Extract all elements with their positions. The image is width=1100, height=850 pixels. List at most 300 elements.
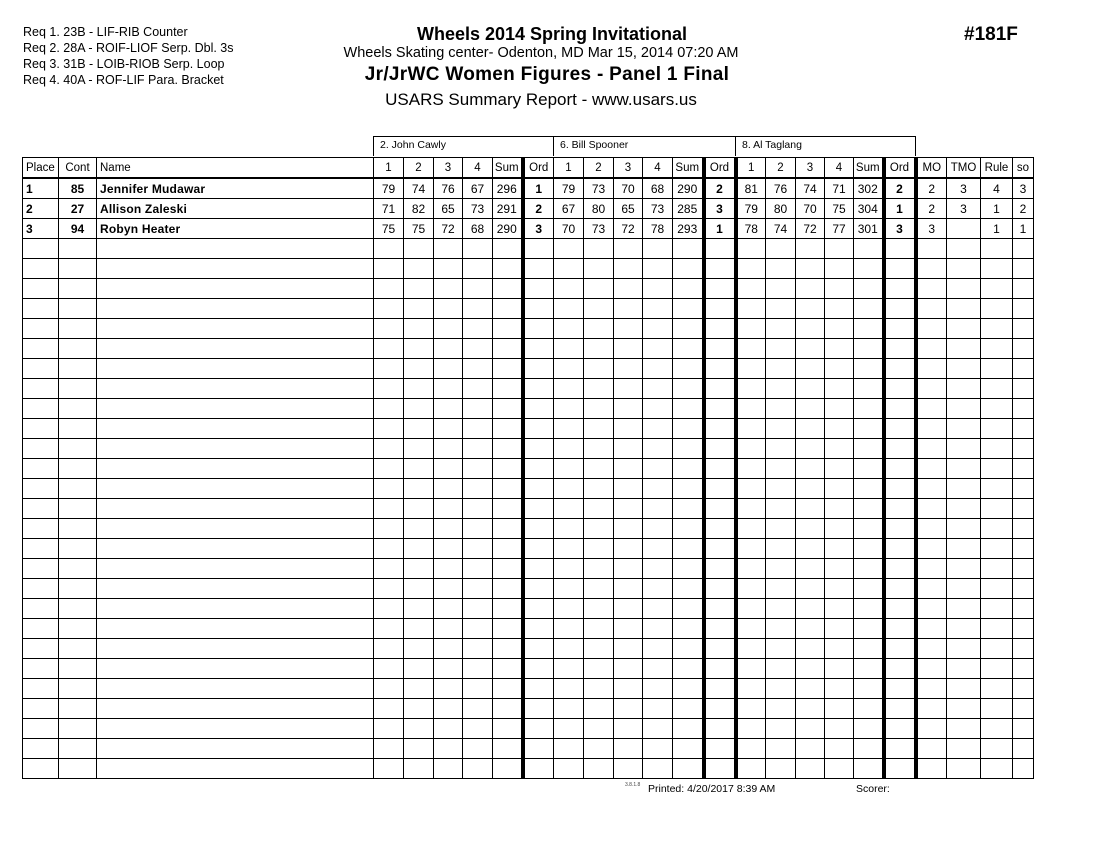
empty-cell xyxy=(523,679,554,699)
empty-cell xyxy=(916,399,947,419)
mo-cell: 2 xyxy=(916,178,947,199)
empty-cell xyxy=(916,319,947,339)
empty-cell xyxy=(97,279,374,299)
score-2-cell: 76 xyxy=(766,178,796,199)
empty-cell xyxy=(584,399,614,419)
score-4-cell: 67 xyxy=(463,178,493,199)
empty-cell xyxy=(796,279,825,299)
empty-cell xyxy=(614,579,643,599)
empty-cell xyxy=(825,319,854,339)
empty-cell xyxy=(584,659,614,679)
score-4-cell: 68 xyxy=(643,178,673,199)
empty-cell xyxy=(884,339,916,359)
empty-cell xyxy=(493,699,523,719)
table-row xyxy=(23,178,1034,199)
tmo-cell: 3 xyxy=(947,199,981,219)
empty-cell xyxy=(493,479,523,499)
empty-cell xyxy=(947,559,981,579)
empty-cell xyxy=(97,559,374,579)
col-mo: MO xyxy=(916,158,947,179)
empty-cell xyxy=(554,599,584,619)
empty-cell xyxy=(916,679,947,699)
empty-cell xyxy=(23,339,59,359)
empty-cell xyxy=(493,399,523,419)
empty-cell xyxy=(584,679,614,699)
empty-cell xyxy=(374,559,404,579)
sum-cell: 290 xyxy=(673,178,704,199)
empty-cell xyxy=(614,619,643,639)
empty-cell xyxy=(463,239,493,259)
empty-cell xyxy=(884,319,916,339)
empty-cell xyxy=(736,499,766,519)
score-2-cell: 80 xyxy=(584,199,614,219)
empty-cell xyxy=(884,239,916,259)
empty-cell xyxy=(916,539,947,559)
empty-cell xyxy=(766,559,796,579)
empty-row xyxy=(23,299,1034,319)
empty-cell xyxy=(736,459,766,479)
col-j1-1: 1 xyxy=(374,158,404,179)
empty-cell xyxy=(493,359,523,379)
empty-cell xyxy=(916,759,947,779)
empty-cell xyxy=(463,539,493,559)
empty-cell xyxy=(736,659,766,679)
empty-cell xyxy=(854,299,884,319)
empty-cell xyxy=(374,259,404,279)
place-cell: 2 xyxy=(23,199,59,219)
empty-cell xyxy=(404,439,434,459)
empty-cell xyxy=(947,459,981,479)
empty-cell xyxy=(404,539,434,559)
empty-cell xyxy=(97,359,374,379)
empty-cell xyxy=(463,279,493,299)
empty-cell xyxy=(554,499,584,519)
empty-cell xyxy=(766,419,796,439)
empty-cell xyxy=(554,519,584,539)
empty-cell xyxy=(434,479,463,499)
requirement-2: Req 2. 28A - ROIF-LIOF Serp. Dbl. 3s xyxy=(23,41,234,55)
empty-cell xyxy=(463,499,493,519)
empty-cell xyxy=(404,279,434,299)
cont-cell: 85 xyxy=(59,178,97,199)
empty-cell xyxy=(614,299,643,319)
empty-cell xyxy=(23,659,59,679)
empty-cell xyxy=(59,459,97,479)
empty-cell xyxy=(736,319,766,339)
score-1-cell: 79 xyxy=(736,199,766,219)
empty-cell xyxy=(434,439,463,459)
empty-cell xyxy=(766,759,796,779)
empty-cell xyxy=(523,619,554,639)
empty-cell xyxy=(766,519,796,539)
empty-cell xyxy=(981,679,1013,699)
empty-cell xyxy=(736,599,766,619)
empty-cell xyxy=(947,439,981,459)
empty-cell xyxy=(825,539,854,559)
empty-cell xyxy=(796,579,825,599)
empty-cell xyxy=(643,719,673,739)
empty-cell xyxy=(854,339,884,359)
ord-cell: 1 xyxy=(704,219,736,239)
empty-row xyxy=(23,419,1034,439)
empty-cell xyxy=(704,759,736,779)
empty-cell xyxy=(523,439,554,459)
cont-cell: 94 xyxy=(59,219,97,239)
empty-cell xyxy=(374,479,404,499)
empty-cell xyxy=(916,739,947,759)
empty-cell xyxy=(404,259,434,279)
empty-row xyxy=(23,619,1034,639)
empty-cell xyxy=(434,339,463,359)
empty-cell xyxy=(59,399,97,419)
empty-cell xyxy=(23,239,59,259)
rule-cell: 1 xyxy=(981,199,1013,219)
empty-cell xyxy=(493,639,523,659)
empty-cell xyxy=(404,479,434,499)
ord-cell: 3 xyxy=(704,199,736,219)
empty-cell xyxy=(463,699,493,719)
empty-cell xyxy=(374,619,404,639)
empty-cell xyxy=(523,299,554,319)
empty-cell xyxy=(23,499,59,519)
mo-cell: 2 xyxy=(916,199,947,219)
empty-cell xyxy=(643,339,673,359)
empty-cell xyxy=(97,579,374,599)
empty-cell xyxy=(673,439,704,459)
empty-cell xyxy=(854,499,884,519)
empty-cell xyxy=(947,339,981,359)
empty-cell xyxy=(884,639,916,659)
empty-cell xyxy=(825,679,854,699)
empty-row xyxy=(23,439,1034,459)
empty-cell xyxy=(1013,499,1034,519)
tmo-cell xyxy=(947,219,981,239)
empty-cell xyxy=(884,759,916,779)
empty-cell xyxy=(523,719,554,739)
empty-cell xyxy=(434,579,463,599)
empty-cell xyxy=(434,499,463,519)
report-subtitle: USARS Summary Report - www.usars.us xyxy=(385,90,697,109)
empty-cell xyxy=(736,679,766,699)
empty-cell xyxy=(736,539,766,559)
col-j2-3: 3 xyxy=(614,158,643,179)
requirement-4: Req 4. 40A - ROF-LIF Para. Bracket xyxy=(23,73,224,87)
place-cell: 3 xyxy=(23,219,59,239)
rule-cell: 4 xyxy=(981,178,1013,199)
empty-cell xyxy=(584,519,614,539)
name-cell: Allison Zaleski xyxy=(97,199,374,219)
empty-cell xyxy=(736,639,766,659)
score-1-cell: 67 xyxy=(554,199,584,219)
empty-cell xyxy=(825,579,854,599)
empty-cell xyxy=(884,699,916,719)
empty-cell xyxy=(1013,639,1034,659)
empty-cell xyxy=(884,679,916,699)
empty-cell xyxy=(916,599,947,619)
empty-cell xyxy=(643,319,673,339)
empty-cell xyxy=(981,479,1013,499)
empty-cell xyxy=(493,439,523,459)
empty-cell xyxy=(523,279,554,299)
empty-cell xyxy=(704,259,736,279)
empty-cell xyxy=(97,439,374,459)
empty-cell xyxy=(947,699,981,719)
empty-cell xyxy=(825,439,854,459)
empty-cell xyxy=(643,499,673,519)
empty-cell xyxy=(614,559,643,579)
empty-cell xyxy=(981,359,1013,379)
col-j1-3: 3 xyxy=(434,158,463,179)
empty-cell xyxy=(374,359,404,379)
empty-cell xyxy=(947,239,981,259)
empty-cell xyxy=(554,579,584,599)
empty-cell xyxy=(97,719,374,739)
empty-cell xyxy=(704,299,736,319)
empty-cell xyxy=(854,579,884,599)
empty-cell xyxy=(673,319,704,339)
empty-cell xyxy=(59,599,97,619)
empty-row xyxy=(23,699,1034,719)
empty-cell xyxy=(404,379,434,399)
empty-cell xyxy=(981,599,1013,619)
empty-cell xyxy=(584,699,614,719)
so-cell: 2 xyxy=(1013,199,1034,219)
empty-cell xyxy=(854,379,884,399)
score-3-cell: 72 xyxy=(614,219,643,239)
empty-cell xyxy=(884,599,916,619)
empty-cell xyxy=(434,739,463,759)
col-j1-ord: Ord xyxy=(523,158,554,179)
empty-cell xyxy=(614,259,643,279)
col-j1-2: 2 xyxy=(404,158,434,179)
empty-cell xyxy=(584,639,614,659)
empty-cell xyxy=(766,359,796,379)
empty-cell xyxy=(97,479,374,499)
empty-cell xyxy=(947,499,981,519)
empty-cell xyxy=(493,239,523,259)
empty-cell xyxy=(59,679,97,699)
col-j3-sum: Sum xyxy=(854,158,884,179)
empty-cell xyxy=(981,439,1013,459)
empty-cell xyxy=(766,399,796,419)
empty-cell xyxy=(643,679,673,699)
empty-cell xyxy=(374,719,404,739)
empty-cell xyxy=(584,459,614,479)
sum-cell: 293 xyxy=(673,219,704,239)
empty-cell xyxy=(825,359,854,379)
empty-cell xyxy=(434,419,463,439)
empty-cell xyxy=(59,499,97,519)
empty-cell xyxy=(981,499,1013,519)
empty-cell xyxy=(916,419,947,439)
empty-cell xyxy=(374,519,404,539)
empty-cell xyxy=(796,639,825,659)
empty-cell xyxy=(947,479,981,499)
empty-cell xyxy=(766,499,796,519)
empty-cell xyxy=(614,319,643,339)
empty-cell xyxy=(374,639,404,659)
empty-cell xyxy=(1013,539,1034,559)
empty-cell xyxy=(981,559,1013,579)
score-4-cell: 73 xyxy=(463,199,493,219)
empty-cell xyxy=(796,679,825,699)
empty-cell xyxy=(404,739,434,759)
empty-cell xyxy=(981,319,1013,339)
empty-cell xyxy=(463,519,493,539)
empty-cell xyxy=(493,519,523,539)
empty-cell xyxy=(23,519,59,539)
empty-cell xyxy=(463,399,493,419)
score-3-cell: 65 xyxy=(614,199,643,219)
empty-cell xyxy=(854,439,884,459)
empty-cell xyxy=(825,239,854,259)
empty-cell xyxy=(374,459,404,479)
empty-cell xyxy=(614,279,643,299)
col-j1-sum: Sum xyxy=(493,158,523,179)
empty-cell xyxy=(981,459,1013,479)
empty-cell xyxy=(825,639,854,659)
empty-cell xyxy=(643,539,673,559)
rule-cell: 1 xyxy=(981,219,1013,239)
score-4-cell: 68 xyxy=(463,219,493,239)
results-table xyxy=(22,157,1034,779)
score-1-cell: 75 xyxy=(374,219,404,239)
empty-cell xyxy=(796,419,825,439)
empty-cell xyxy=(825,519,854,539)
empty-cell xyxy=(673,399,704,419)
empty-cell xyxy=(584,759,614,779)
empty-cell xyxy=(981,379,1013,399)
empty-cell xyxy=(23,699,59,719)
empty-cell xyxy=(463,639,493,659)
empty-cell xyxy=(1013,299,1034,319)
score-4-cell: 77 xyxy=(825,219,854,239)
software-version: 3.8.1.8 xyxy=(625,782,641,788)
empty-cell xyxy=(97,679,374,699)
empty-cell xyxy=(584,419,614,439)
empty-cell xyxy=(947,259,981,279)
empty-cell xyxy=(23,379,59,399)
empty-cell xyxy=(643,739,673,759)
empty-cell xyxy=(523,699,554,719)
empty-cell xyxy=(1013,599,1034,619)
empty-cell xyxy=(59,299,97,319)
empty-cell xyxy=(434,659,463,679)
empty-cell xyxy=(404,759,434,779)
empty-cell xyxy=(704,479,736,499)
empty-cell xyxy=(59,699,97,719)
empty-cell xyxy=(643,259,673,279)
empty-row xyxy=(23,399,1034,419)
empty-cell xyxy=(554,319,584,339)
empty-cell xyxy=(434,699,463,719)
empty-cell xyxy=(23,259,59,279)
empty-cell xyxy=(463,579,493,599)
empty-cell xyxy=(736,379,766,399)
empty-row xyxy=(23,279,1034,299)
score-2-cell: 74 xyxy=(404,178,434,199)
empty-cell xyxy=(916,379,947,399)
score-1-cell: 78 xyxy=(736,219,766,239)
empty-cell xyxy=(374,419,404,439)
empty-cell xyxy=(1013,439,1034,459)
empty-cell xyxy=(97,699,374,719)
empty-cell xyxy=(614,519,643,539)
empty-cell xyxy=(916,559,947,579)
empty-cell xyxy=(981,699,1013,719)
score-2-cell: 80 xyxy=(766,199,796,219)
ord-cell: 2 xyxy=(884,178,916,199)
empty-cell xyxy=(554,619,584,639)
empty-cell xyxy=(884,579,916,599)
empty-cell xyxy=(673,279,704,299)
empty-cell xyxy=(981,759,1013,779)
empty-cell xyxy=(736,719,766,739)
empty-cell xyxy=(766,379,796,399)
empty-cell xyxy=(493,279,523,299)
empty-cell xyxy=(766,299,796,319)
empty-cell xyxy=(584,499,614,519)
empty-cell xyxy=(704,619,736,639)
empty-cell xyxy=(736,339,766,359)
empty-cell xyxy=(554,679,584,699)
empty-cell xyxy=(59,579,97,599)
empty-cell xyxy=(796,539,825,559)
empty-cell xyxy=(673,739,704,759)
empty-cell xyxy=(673,379,704,399)
empty-cell xyxy=(981,719,1013,739)
empty-cell xyxy=(673,559,704,579)
so-cell: 3 xyxy=(1013,178,1034,199)
score-4-cell: 78 xyxy=(643,219,673,239)
empty-cell xyxy=(97,659,374,679)
event-title: Jr/JrWC Women Figures - Panel 1 Final xyxy=(364,64,730,85)
empty-cell xyxy=(554,479,584,499)
empty-cell xyxy=(981,659,1013,679)
empty-cell xyxy=(1013,419,1034,439)
empty-cell xyxy=(736,419,766,439)
empty-cell xyxy=(947,619,981,639)
empty-cell xyxy=(97,299,374,319)
place-cell: 1 xyxy=(23,178,59,199)
empty-cell xyxy=(554,719,584,739)
empty-cell xyxy=(766,679,796,699)
empty-cell xyxy=(673,699,704,719)
empty-cell xyxy=(704,439,736,459)
empty-cell xyxy=(1013,719,1034,739)
empty-cell xyxy=(673,619,704,639)
empty-cell xyxy=(463,439,493,459)
empty-cell xyxy=(59,339,97,359)
sum-cell: 290 xyxy=(493,219,523,239)
empty-cell xyxy=(673,339,704,359)
empty-cell xyxy=(1013,659,1034,679)
empty-cell xyxy=(643,279,673,299)
empty-cell xyxy=(736,699,766,719)
empty-cell xyxy=(947,299,981,319)
empty-cell xyxy=(434,539,463,559)
empty-cell xyxy=(554,439,584,459)
empty-cell xyxy=(614,719,643,739)
empty-cell xyxy=(854,259,884,279)
empty-cell xyxy=(981,279,1013,299)
empty-cell xyxy=(884,539,916,559)
empty-cell xyxy=(59,559,97,579)
printed-timestamp: Printed: 4/20/2017 8:39 AM xyxy=(648,783,776,795)
empty-cell xyxy=(59,639,97,659)
score-2-cell: 73 xyxy=(584,219,614,239)
empty-cell xyxy=(947,539,981,559)
